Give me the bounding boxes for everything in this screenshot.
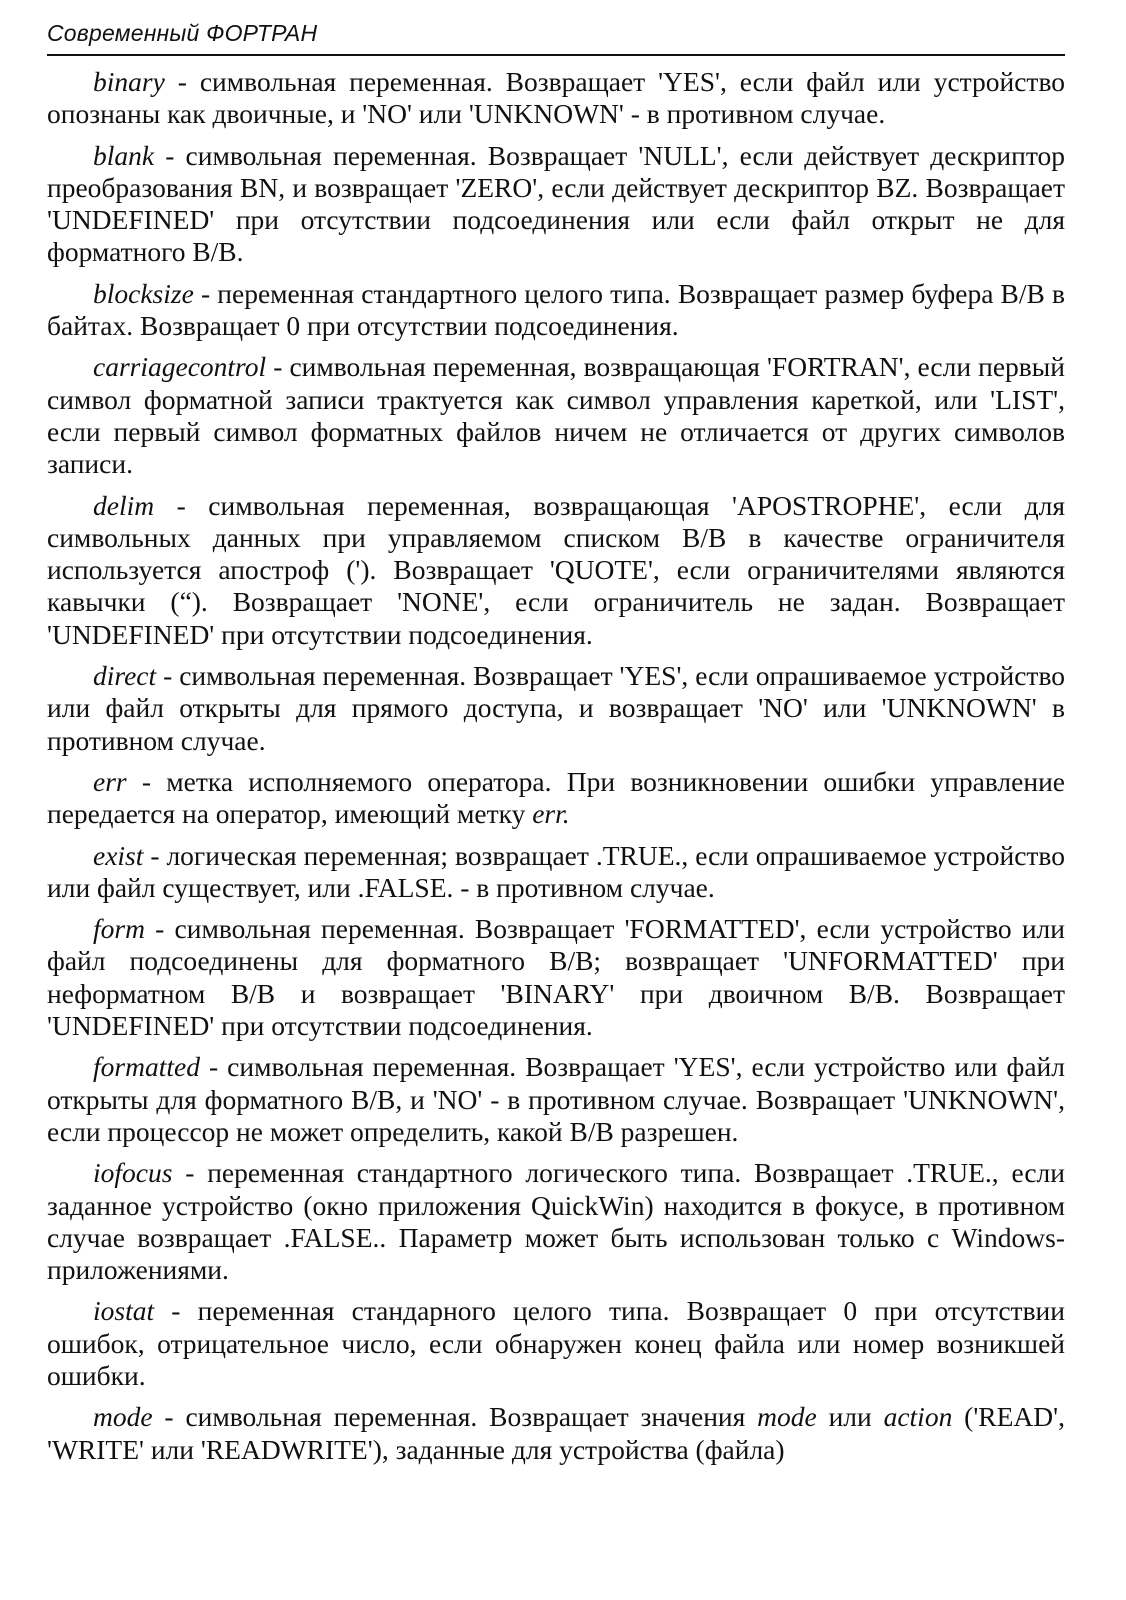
entry-iostat <box>47 1295 1065 1392</box>
book-title: Современный ФОРТРАН <box>47 20 318 46</box>
entry-italic-reference: mode <box>757 1401 817 1433</box>
entry-delim <box>47 490 1065 651</box>
entry-term: direct <box>93 660 157 692</box>
entry-italic-reference: action <box>883 1401 953 1433</box>
entry-description: или <box>816 1401 884 1433</box>
entry-description: ('READ', 'WRITE' или 'READWRITE'), заданные для устройства (файла) <box>47 1401 1065 1465</box>
entry-separator: - <box>172 1157 208 1189</box>
entry-description: символьная переменная, возвращающая 'APOSTROPHE', если для символьных данных при управляемом списком B/B в качестве ограничителя используется апостроф ('). Возвращает 'QUOTE', если ограничителями являются кавычки (“). Возвращает 'NONE', если ограничитель не задан. Возвращает 'UNDEFINED' при отсутствии подсоединения. <box>47 489 1065 650</box>
entry-separator: - <box>154 139 186 171</box>
entry-description: символьная переменная. Возвращает 'YES', если опрашиваемое устройство или файл открыты для прямого доступа, и возвращает 'NO' или 'UNKNOWN' в противном случае. <box>47 660 1065 756</box>
entry-direct <box>47 660 1065 757</box>
entry-term: blocksize <box>93 277 194 309</box>
entry-term: form <box>93 913 145 945</box>
entry-term: delim <box>93 489 155 521</box>
entry-separator: - <box>266 351 290 383</box>
entry-italic-reference: err. <box>532 798 570 830</box>
entry-term: err <box>93 765 127 797</box>
entry-description: символьная переменная. Возвращает 'NULL', если действует дескриптор преобразования BN, и возвращает 'ZERO', если действует дескриптор BZ. Возвращает 'UNDEFINED' при отсутствии подсоединения или если файл открыт не для форматного B/B. <box>47 139 1065 268</box>
entry-description: переменная стандартного логического типа. Возвращает .TRUE., если заданное устройство (окно приложения QuickWin) находится в фокусе, в противном случае возвращает .FALSE.. Параметр может быть использован только с Windows-приложениями. <box>47 1157 1065 1286</box>
entry-err <box>47 766 1065 831</box>
entry-term: carriagecontrol <box>93 351 267 383</box>
entry-separator: - <box>126 765 167 797</box>
entry-separator: - <box>154 1295 198 1327</box>
entry-description: переменная стандартного целого типа. Возвращает размер буфера B/B в байтах. Возвращает 0 при отсутствии подсоединения. <box>47 277 1065 342</box>
entry-term: iofocus <box>93 1157 173 1189</box>
entry-term: mode <box>93 1401 153 1433</box>
entry-description: символьная переменная. Возвращает 'YES', если файл или устройство опознаны как двоичные, и 'NO' или 'UNKNOWN' - в противном случае. <box>47 66 1065 130</box>
entry-description: переменная стандарного целого типа. Возвращает 0 при отсутствии ошибок, отрицательное число, если обнаружен конец файла или номер возникшей ошибки. <box>47 1295 1065 1391</box>
entry-formatted <box>47 1051 1065 1148</box>
entry-separator: - <box>193 277 218 309</box>
entry-term: exist <box>93 839 144 871</box>
entry-description: символьная переменная. Возвращает значения <box>185 1401 758 1433</box>
entry-description: логическая переменная; возвращает .TRUE., если опрашиваемое устройство или файл существует, или .FALSE. - в противном случае. <box>47 839 1065 903</box>
entry-separator: - <box>154 489 209 521</box>
entry-mode <box>47 1401 1065 1466</box>
entry-separator: - <box>143 839 167 871</box>
entry-blank <box>47 140 1065 269</box>
entry-separator: - <box>156 660 180 692</box>
entry-exist <box>47 840 1065 905</box>
entry-description: символьная переменная. Возвращает 'YES', если устройство или файл открыты для форматного B/B, и 'NO' - в противном случае. Возвращает 'UNKNOWN', если процессор не может определить, какой B/B разрешен. <box>47 1051 1065 1147</box>
entry-blocksize <box>47 278 1065 343</box>
entry-separator: - <box>144 913 175 945</box>
running-header <box>47 14 1065 56</box>
entry-description: символьная переменная. Возвращает 'FORMATTED', если устройство или файл подсоединены для форматного B/B; возвращает 'UNFORMATTED' при неформатном B/B и возвращает 'BINARY' при двоичном B/B. Возвращает 'UNDEFINED' при отсутствии подсоединения. <box>47 913 1065 1042</box>
entry-description: символьная переменная, возвращающая 'FORTRAN', если первый символ форматной записи трактуется как символ управления кареткой, или 'LIST', если первый символ форматных файлов ничем не отличается от других символов записи. <box>47 351 1065 480</box>
entry-separator: - <box>164 66 200 97</box>
page-body <box>47 66 1065 1475</box>
entry-carriagecontrol <box>47 351 1065 480</box>
entry-description: метка исполняемого оператора. При возникновении ошибки управление передается на оператор, имеющий метку <box>47 765 1065 830</box>
entry-term: blank <box>93 139 155 171</box>
entry-iofocus <box>47 1157 1065 1286</box>
entry-separator: - <box>152 1401 186 1433</box>
entry-binary <box>47 66 1065 131</box>
entry-form <box>47 913 1065 1042</box>
entry-term: iostat <box>93 1295 155 1327</box>
entry-separator: - <box>199 1051 228 1083</box>
entry-term: formatted <box>93 1051 200 1083</box>
entry-term: binary <box>93 66 165 97</box>
